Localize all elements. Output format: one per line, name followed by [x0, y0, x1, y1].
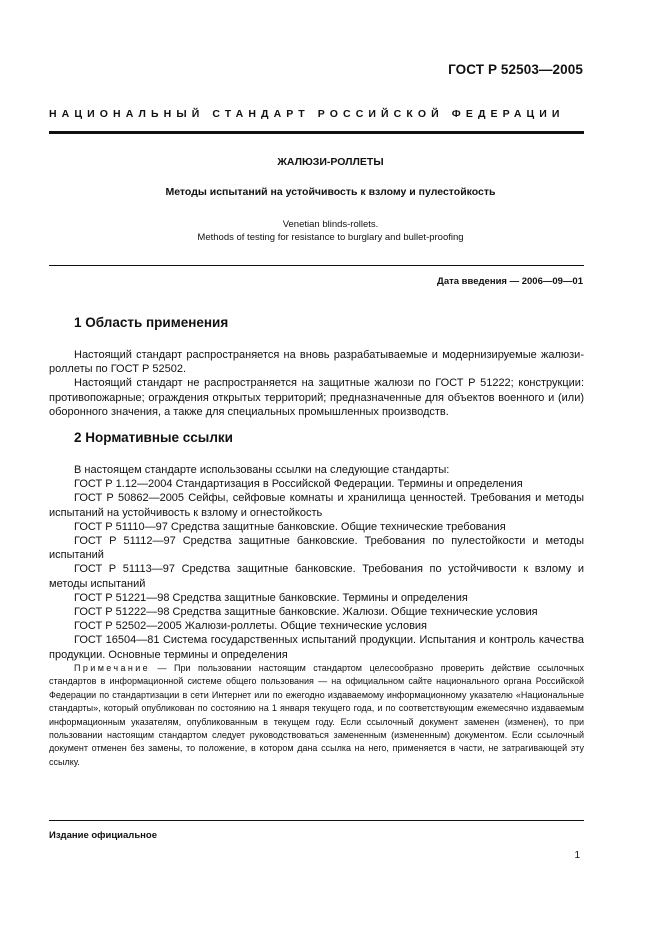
- section-1-body: [49, 348, 584, 419]
- reference-item: ГОСТ 16504—81 Система государственных испытаний продукции. Испытания и контроль качества продукции. Основные термины и определения: [49, 634, 584, 661]
- note-label: Примечание: [74, 663, 151, 673]
- reference-item: ГОСТ Р 51112—97 Средства защитные банковские. Требования по пулестойкости и методы испытаний: [49, 535, 584, 562]
- document-number: ГОСТ Р 52503—2005: [448, 62, 583, 77]
- document-title: ЖАЛЮЗИ-РОЛЛЕТЫ: [277, 156, 384, 168]
- note-paragraph: [49, 662, 584, 769]
- title-divider: [49, 265, 584, 266]
- footer-divider: [49, 820, 584, 821]
- references-note: [49, 662, 584, 769]
- introduction-date: Дата введения — 2006—09—01: [437, 276, 583, 287]
- reference-item: ГОСТ Р 51221—98 Средства защитные банковские. Термины и определения: [74, 591, 468, 604]
- reference-item: ГОСТ Р 1.12—2004 Стандартизация в Российской Федерации. Термины и определения: [74, 478, 523, 491]
- section-2-heading: 2 Нормативные ссылки: [74, 430, 233, 445]
- references-intro: В настоящем стандарте использованы ссылки на следующие стандарты:: [74, 464, 450, 476]
- reference-item: ГОСТ Р 52502—2005 Жалюзи-роллеты. Общие технические условия: [74, 620, 428, 633]
- document-subtitle: Методы испытаний на устойчивость к взлому и пулестойкость: [165, 186, 496, 198]
- note-text: — При пользовании настоящим стандартом целесообразно проверить действие ссылочных стандартов в информационной системе общего пользования — на официальном сайте национального органа Российской Федерации по стандартизации в сети Интернет или по ежегодно издаваемому информационному указателю «Национальные стандарты», который опубликован по состоянию на 1 января текущего года, и по соответствующим ежемесячно издаваемым информационным указателям, опубликованным в текущем году. Если ссылочный документ заменен (изменен), то при пользовании настоящим стандартом следует руководствоваться замененным (измененным) документом. Если ссылочный документ отменен без замены, то положение, в котором дана ссылка на него, применяется в части, не затрагивающей эту ссылку.: [49, 663, 584, 767]
- edition-label: Издание официальное: [49, 830, 157, 841]
- section-1-paragraph: Настоящий стандарт не распространяется на защитные жалюзи по ГОСТ Р 51222; конструкции: противопожарные; ограждения открытых территорий; предназначенные для объектов военного и (или) оборонного значения, а также для специальных промышленных производств.: [49, 377, 584, 418]
- reference-item: ГОСТ Р 51113—97 Средства защитные банковские. Требования по устойчивости к взлому и методы испытаний: [49, 563, 584, 590]
- english-title-line-2: Methods of testing for resistance to burglary and bullet-proofing: [197, 232, 464, 243]
- reference-item: ГОСТ Р 51110—97 Средства защитные банковские. Общие технические требования: [74, 520, 506, 533]
- references-list: [49, 463, 584, 662]
- section-1-paragraph: Настоящий стандарт распространяется на вновь разрабатываемые и модернизируемые жалюзи-роллеты по ГОСТ Р 52502.: [49, 349, 584, 376]
- header-divider: [49, 131, 584, 134]
- section-1-heading: 1 Область применения: [74, 315, 229, 330]
- reference-item: ГОСТ Р 51222—98 Средства защитные банковские. Жалюзи. Общие технические условия: [74, 606, 538, 619]
- reference-item: ГОСТ Р 50862—2005 Сейфы, сейфовые комнаты и хранилища ценностей. Требования и методы испытаний на устойчивость к взлому и огнестойкость: [49, 492, 584, 519]
- national-standard-banner: НАЦИОНАЛЬНЫЙ СТАНДАРТ РОССИЙСКОЙ ФЕДЕРАЦИИ: [49, 108, 565, 120]
- page-number: 1: [574, 850, 580, 861]
- english-title-line-1: Venetian blinds-rollets.: [282, 219, 379, 230]
